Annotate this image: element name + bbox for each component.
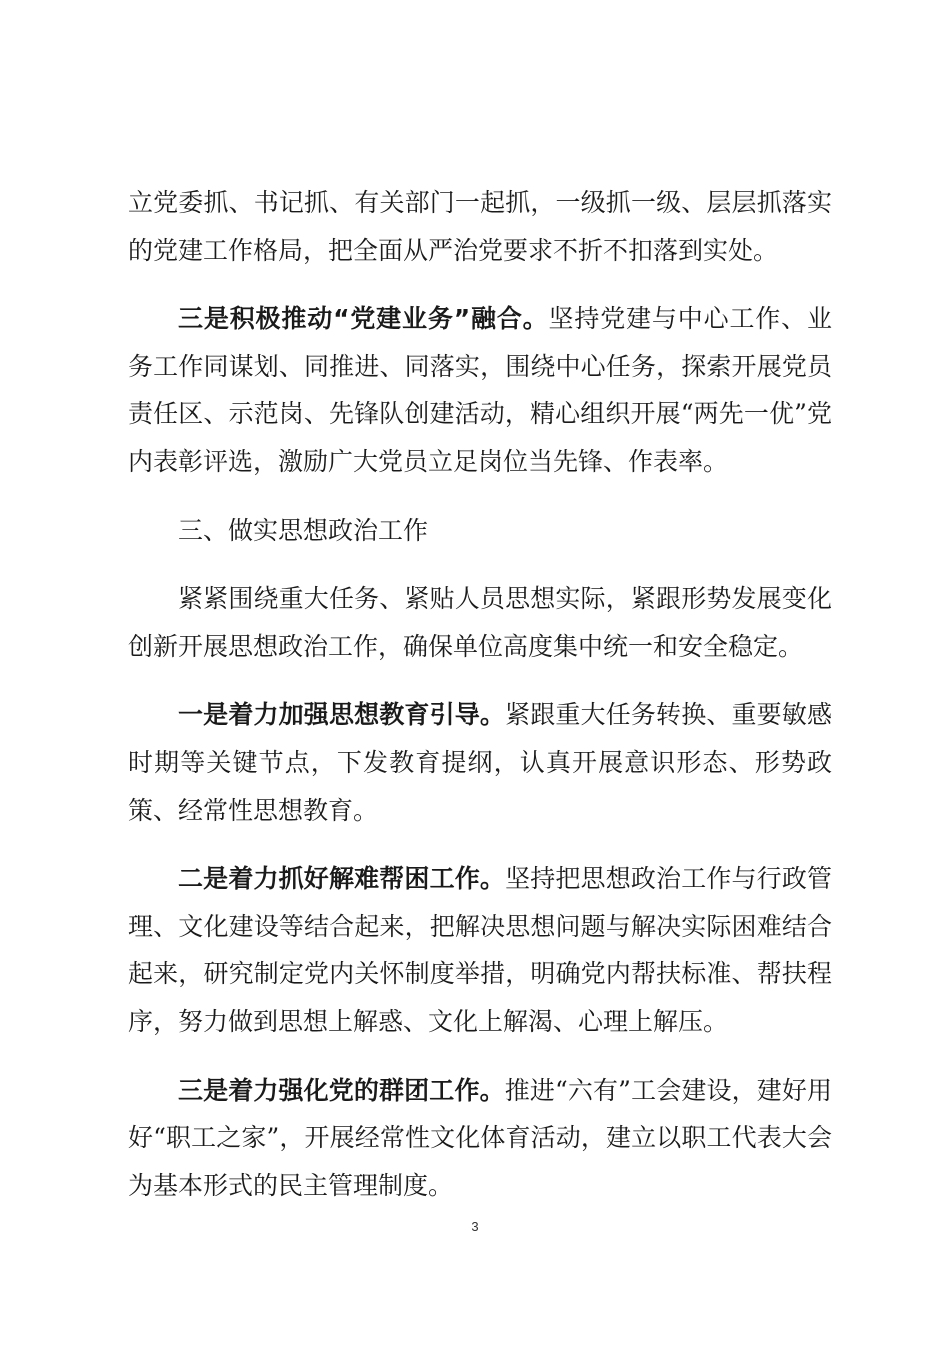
paragraph-party-business-integration: [128, 295, 832, 485]
section-heading-text: 三、做实思想政治工作: [178, 515, 429, 545]
document-body: [128, 179, 832, 1230]
paragraph-text: 坚持党建与中心工作、业务工作同谋划、同推进、同落实，围绕中心任务，探索开展党员责任区、示范岗、先锋队创建活动，精心组织开展“两先一优”党内表彰评选，激励广大党员立足岗位当先锋、作表率。: [128, 304, 832, 476]
page-number: 3: [471, 1219, 479, 1234]
paragraph-section-intro: [128, 575, 832, 670]
paragraph-text: 立党委抓、书记抓、有关部门一起抓，一级抓一级、层层抓落实的党建工作格局，把全面从严治党要求不折不扣落到实处。: [128, 188, 832, 265]
paragraph-mass-organization-work: [128, 1067, 832, 1210]
paragraph-lead: 二是着力抓好解难帮困工作。: [178, 864, 506, 894]
section-heading: [128, 507, 832, 555]
paragraph-education-guidance: [128, 691, 832, 834]
paragraph-hardship-assistance: [128, 855, 832, 1045]
paragraph-lead: 一是着力加强思想教育引导。: [178, 700, 506, 730]
paragraph-text: 紧紧围绕重大任务、紧贴人员思想实际，紧跟形势发展变化创新开展思想政治工作，确保单位高度集中统一和安全稳定。: [128, 584, 832, 661]
paragraph-text: 推进“六有”工会建设，建好用好“职工之家”，开展经常性文化体育活动，建立以职工代表大会为基本形式的民主管理制度。: [128, 1075, 832, 1200]
paragraph-continuation: [128, 179, 832, 274]
paragraph-lead: 三是积极推动“党建业务”融合。: [178, 304, 549, 334]
paragraph-lead: 三是着力强化党的群团工作。: [178, 1075, 505, 1105]
paragraph-text: 紧跟重大任务转换、重要敏感时期等关键节点，下发教育提纲，认真开展意识形态、形势政策、经常性思想教育。: [128, 700, 832, 825]
paragraph-text: 坚持把思想政治工作与行政管理、文化建设等结合起来，把解决思想问题与解决实际困难结合起来，研究制定党内关怀制度举措，明确党内帮扶标准、帮扶程序，努力做到思想上解惑、文化上解渴、心理上解压。: [128, 864, 832, 1036]
